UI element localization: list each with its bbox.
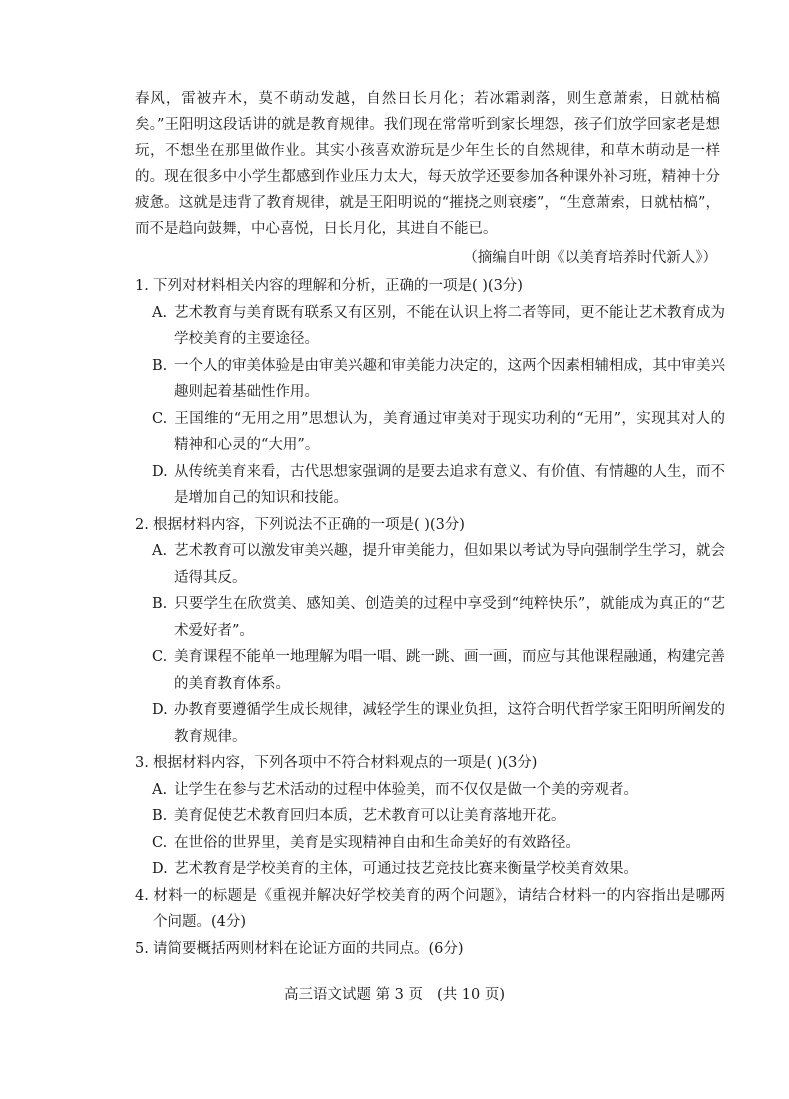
question-3 bbox=[135, 750, 725, 883]
question-number: 3. bbox=[135, 755, 149, 771]
option-c: C. 美育课程不能单一地理解为唱一唱、跳一跳、画一画，而应与其他课程融通，构建完善的美育教育体系。 bbox=[152, 649, 725, 692]
question-5 bbox=[135, 936, 725, 963]
question-1 bbox=[135, 273, 725, 512]
page-footer bbox=[0, 985, 789, 1005]
option-b: B. 一个人的审美体验是由审美兴趣和审美能力决定的，这两个因素相辅相成，其中审美兴趣则起着基础性作用。 bbox=[152, 357, 725, 400]
option-d: D. 办教育要遵循学生成长规律，减轻学生的课业负担，这符合明代哲学家王阳明所阐发的教育规律。 bbox=[152, 702, 725, 745]
question-stem: 根据材料内容，下列各项中不符合材料观点的一项是( )(3分) bbox=[153, 755, 538, 771]
reading-passage bbox=[135, 86, 720, 242]
question-stem: 请简要概括两则材料在论证方面的共同点。(6分) bbox=[153, 940, 464, 957]
question-4 bbox=[135, 883, 725, 936]
question-number: 4. bbox=[135, 887, 149, 904]
option-d: D. 艺术教育是学校美育的主体，可通过技艺竞技比赛来衡量学校美育效果。 bbox=[152, 861, 638, 877]
passage-paragraph: 春风，雷被卉木，莫不萌动发越，自然日长月化；若冰霜剥落，则生意萧索，日就枯槁矣。”王阳明这段话讲的就是教育规律。我们现在常常听到家长埋怨，孩子们放学回家老是想玩，不想坐在那里做作业。其实小孩喜欢游玩是少年生长的自然规律，和草木萌动是一样的。现在很多中小学生都感到作业压力太大，每天放学还要参加各种课外补习班，精神十分疲惫。这就是违背了教育规律，就是王阳明说的“摧挠之则衰痿”，“生意萧索，日就枯槁”，而不是趋向鼓舞，中心喜悦，日长月化，其进自不能已。 bbox=[135, 91, 720, 237]
question-number: 5. bbox=[135, 940, 149, 957]
question-number: 2. bbox=[135, 516, 149, 533]
question-list bbox=[135, 273, 725, 962]
option-a: A. 让学生在参与艺术活动的过程中体验美，而不仅仅是做一个美的旁观者。 bbox=[152, 781, 638, 798]
question-stem: 下列对材料相关内容的理解和分析，正确的一项是( )(3分) bbox=[153, 278, 523, 294]
option-b: B. 美育促使艺术教育回归本质，艺术教育可以让美育落地开花。 bbox=[152, 808, 566, 824]
option-d: D. 从传统美育来看，古代思想家强调的是要去追求有意义、有价值、有情趣的人生，而不是增加自己的知识和技能。 bbox=[152, 463, 725, 506]
option-a: A. 艺术教育可以激发审美兴趣，提升审美能力，但如果以考试为导向强制学生学习，就会适得其反。 bbox=[152, 543, 725, 586]
option-c: C. 在世俗的世界里，美育是实现精神自由和生命美好的有效路径。 bbox=[152, 834, 580, 851]
question-stem: 材料一的标题是《重视并解决好学校美育的两个问题》，请结合材料一的内容指出是哪两个问题。(4分) bbox=[153, 887, 725, 930]
exam-title: 高三语文试题 bbox=[283, 987, 371, 1003]
page-total: (共 10 页) bbox=[437, 987, 506, 1003]
page-number: 第 3 页 bbox=[375, 987, 424, 1003]
option-c: C. 王国维的“无用之用”思想认为，美育通过审美对于现实功利的“无用”，实现其对人的精神和心灵的“大用”。 bbox=[152, 410, 725, 453]
passage-source: （摘编自叶朗《以美育培养时代新人》） bbox=[463, 250, 717, 266]
question-2 bbox=[135, 512, 725, 751]
option-b: B. 只要学生在欣赏美、感知美、创造美的过程中享受到“纯粹快乐”，就能成为真正的“艺术爱好者”。 bbox=[152, 596, 725, 639]
question-number: 1. bbox=[135, 278, 149, 294]
question-stem: 根据材料内容，下列说法不正确的一项是( )(3分) bbox=[153, 516, 465, 533]
option-a: A. 艺术教育与美育既有联系又有区别，不能在认识上将二者等同，更不能让艺术教育成为学校美育的主要途径。 bbox=[152, 304, 725, 347]
